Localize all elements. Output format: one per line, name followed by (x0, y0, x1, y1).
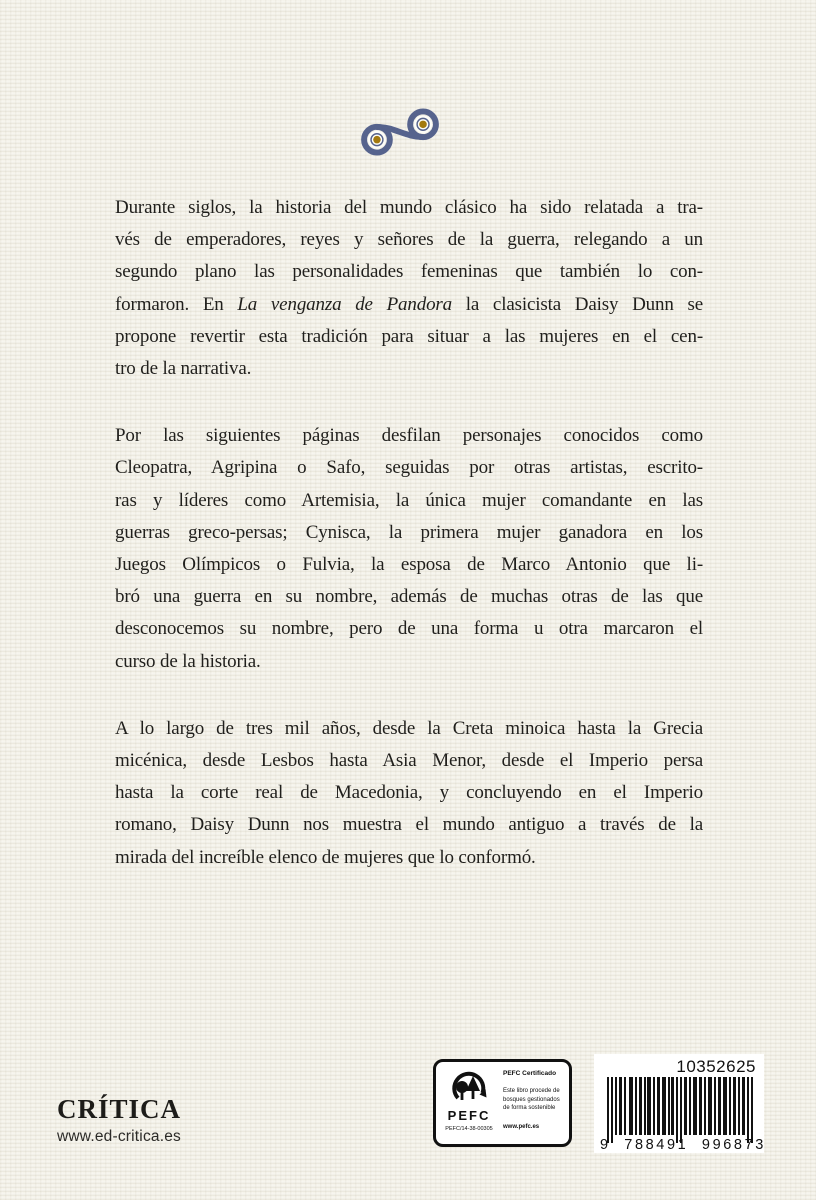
text-line: Juegos Olímpicos o Fulvia, la esposa de Marco Antonio que li- (115, 554, 703, 576)
text-line: micénica, desde Lesbos hasta Asia Menor, desde el Imperio persa (115, 750, 703, 772)
text-line: Por las siguientes páginas desfilan personajes conocidos como (115, 425, 703, 447)
pefc-description (503, 1087, 565, 1113)
text-line (115, 289, 703, 321)
barcode-panel (594, 1054, 764, 1153)
text-line: desconocemos su nombre, pero de una forma u otra marcaron el (115, 618, 703, 640)
text-line: propone revertir esta tradición para situar a las mujeres en el cen- (115, 325, 703, 347)
pefc-desc-line: Este libro procede de (503, 1088, 560, 1094)
pefc-certificate-box (433, 1059, 572, 1147)
synopsis (115, 192, 703, 909)
text-line: ras y líderes como Artemisia, la única mujer comandante en las (115, 489, 703, 511)
paragraph-2 (115, 420, 703, 678)
pefc-trees-icon (449, 1067, 489, 1107)
pefc-desc-line: bosques gestionados (503, 1096, 560, 1103)
text-line: Cleopatra, Agripina o Safo, seguidas por otras artistas, escrito- (115, 457, 703, 479)
text-line: hasta la corte real de Macedonia, y concluyendo en el Imperio (115, 782, 703, 804)
text-line: bró una guerra en su nombre, además de muchas otras de las que (115, 586, 703, 608)
critica-logo: CRÍTICA (57, 1094, 182, 1124)
text-line: guerras greco-persas; Cynisca, la primera mujer ganadora en los (115, 521, 703, 543)
text-segment: la clasicista Daisy Dunn se (452, 293, 703, 315)
pefc-desc-line: de forma sostenible (503, 1105, 556, 1111)
barcode-product-number: 10352625 (676, 1057, 756, 1076)
pefc-wordmark: PEFC (447, 1108, 491, 1123)
text-line: Durante siglos, la historia del mundo clásico ha sido relatada a tra- (115, 197, 703, 218)
publisher-block (57, 1094, 181, 1146)
text-segment: formaron. En (115, 293, 238, 315)
isbn-digits: 9 788491 996873 (600, 1137, 766, 1153)
text-line: mirada del increíble elenco de mujeres que lo conformó. (115, 846, 536, 868)
paragraph-1 (115, 192, 703, 385)
book-title: La venganza de Pandora (237, 293, 453, 315)
pefc-website: www.pefc.es (503, 1123, 540, 1130)
text-line: tro de la narrativa. (115, 358, 252, 380)
pefc-title: PEFC Certificado (503, 1070, 557, 1077)
pefc-license-number: PEFC/14-38-00305 (445, 1126, 493, 1132)
pefc-text-column (498, 1067, 565, 1140)
paragraph-3 (115, 713, 703, 874)
text-line: vés de emperadores, reyes y señores de la guerra, relegando a un (115, 229, 703, 251)
text-line: A lo largo de tres mil años, desde la Creta minoica hasta la Grecia (115, 717, 703, 739)
double-spiral-ornament-icon (352, 103, 448, 161)
double-spiral-graphic (352, 103, 448, 161)
text-line: segundo plano las personalidades femeninas que también lo con- (115, 261, 703, 283)
text-line: romano, Daisy Dunn nos muestra el mundo antiguo a través de la (115, 814, 703, 836)
publisher-website: www.ed-critica.es (57, 1128, 181, 1145)
text-line: curso de la historia. (115, 650, 261, 672)
pefc-logo-column (440, 1067, 498, 1140)
